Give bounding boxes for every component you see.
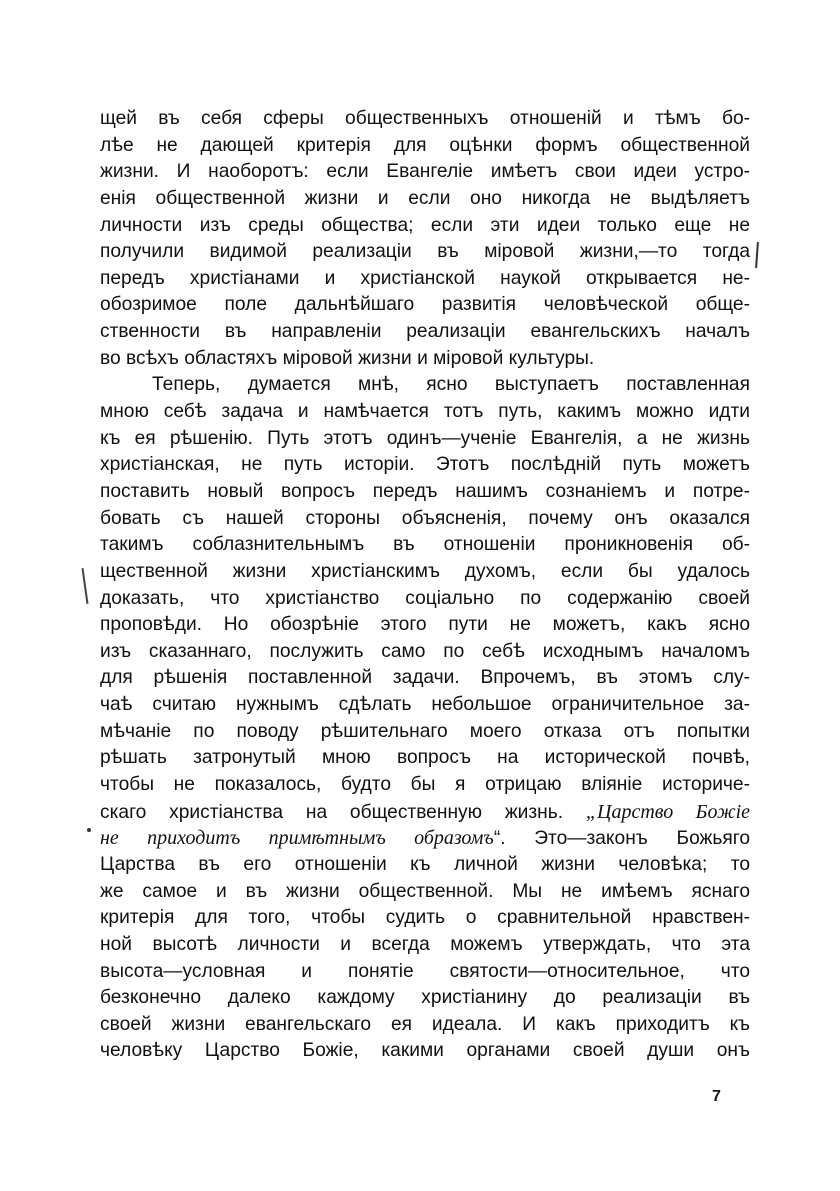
quote-italic-start: „Царство Божiе (585, 800, 751, 823)
text-line: высота—условная и понятiе святости—относительное, что (100, 960, 750, 982)
text-line: личности изъ среды общества; если эти идеи только еще не (100, 214, 750, 236)
paragraph-1 (100, 106, 750, 372)
text-line: бовать съ нашей стороны объясненiя, почему онъ оказался (100, 507, 750, 529)
text-line: енiя общественной жизни и если оно никогда не выдѣляетъ (100, 187, 750, 209)
text-line: чаѣ считаю нужнымъ сдѣлать небольшое ограничительное за- (100, 694, 750, 716)
quote-line-2 (100, 825, 750, 852)
text-line: для рѣшенiя поставленной задачи. Впрочемъ, въ этомъ слу- (100, 667, 750, 689)
text-line: такимъ соблазнительнымъ въ отношенiи проникновенiя об- (100, 534, 750, 556)
text-line: Теперь, думается мнѣ, ясно выступаетъ поставленная (152, 374, 750, 396)
text-line: щей въ себя сферы общественныхъ отношенiй и тѣмъ бо- (100, 108, 750, 129)
quote-prefix: скаго христiанства на общественную жизнь. (100, 801, 586, 823)
text-line: Царства въ его отношенiи къ личной жизни человѣка; то (100, 853, 750, 875)
text-line: своей жизни евангельскаго ея идеала. И какъ приходитъ къ (100, 1013, 750, 1035)
text-line: поставить новый вопросъ передъ нашимъ сознанiемъ и потре- (100, 480, 750, 502)
text-line: мѣчанiе по поводу рѣшительнаго моего отказа отъ попытки (100, 720, 750, 742)
quote-suffix: “. Это—законъ Божьяго (493, 828, 750, 850)
body-text (100, 106, 750, 1065)
text-line: доказать, что христiанство соцiально по содержанiю своей (100, 587, 750, 609)
text-line: передъ христiанами и христiанской наукой открывается не- (100, 267, 750, 289)
margin-mark-right (755, 242, 759, 268)
quote-line-1 (100, 799, 750, 826)
text-line: же самое и въ жизни общественной. Мы не имѣемъ яснаго (100, 880, 750, 902)
text-line: чтобы не показалось, будто бы я отрицаю влiянiе историче- (100, 774, 750, 796)
margin-mark-left (82, 568, 89, 604)
text-line: ственности въ направленiи реализацiи евангельскихъ началъ (100, 321, 750, 343)
margin-dot (87, 828, 91, 832)
text-line: проповѣди. Но обозрѣнiе этого пути не можетъ, какъ ясно (100, 614, 750, 636)
text-line: безконечно далеко каждому христiанину до реализацiи въ (100, 987, 750, 1009)
text-line: лѣе не дающей критерiя для оцѣнки формъ общественной (100, 134, 750, 156)
text-line: ной высотѣ личности и всегда можемъ утверждать, что эта (100, 933, 750, 955)
text-line: рѣшать затронутый мною вопросъ на исторической почвѣ, (100, 747, 750, 769)
text-line: мною себѣ задача и намѣчается тотъ путь, какимъ можно идти (100, 401, 750, 423)
text-line: человѣку Царство Божiе, какими органами своей души онъ (100, 1040, 750, 1062)
page-number: 7 (712, 1088, 721, 1105)
quote-italic-end: не приходитъ примѣтнымъ образомъ (100, 827, 494, 850)
text-line: изъ сказаннаго, послужить само по себѣ исходнымъ началомъ (100, 640, 750, 662)
text-line: христiанская, не путь исторiи. Этотъ послѣднiй путь можетъ (100, 454, 750, 476)
text-line: жизни. И наоборотъ: если Евангелiе имѣетъ свои идеи устро- (100, 161, 750, 183)
paragraph-2 (100, 372, 750, 1065)
text-line: во всѣхъ областяхъ мiровой жизни и мiровой культуры. (100, 347, 595, 369)
text-line: критерiя для того, чтобы судить о сравнительной нравствен- (100, 907, 750, 929)
text-line: къ ея рѣшенiю. Путь этотъ одинъ—ученiе Евангелiя, а не жизнь (100, 427, 750, 449)
text-line: получили видимой реализацiи въ мiровой жизни,—то тогда (100, 241, 750, 263)
text-line: обозримое поле дальнѣйшаго развитiя человѣческой обще- (100, 294, 750, 316)
text-line: щественной жизни христiанскимъ духомъ, если бы удалось (100, 560, 750, 582)
